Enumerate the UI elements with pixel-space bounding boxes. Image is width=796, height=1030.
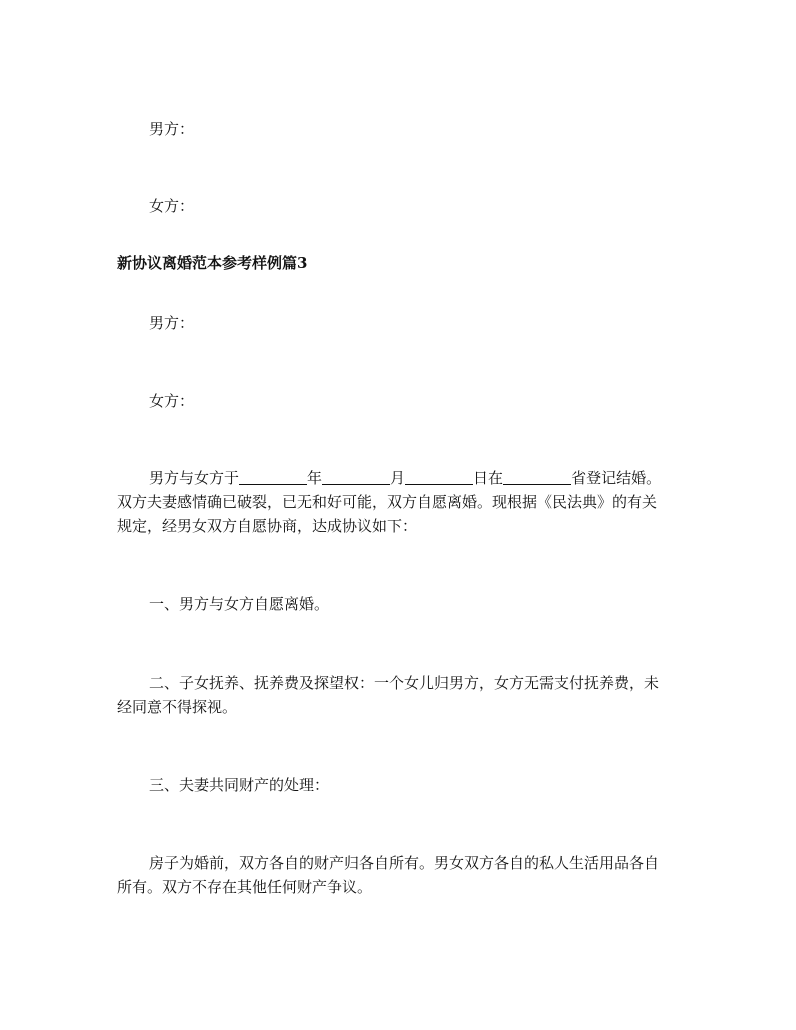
property-line-2: 所有。双方不存在其他任何财产争议。 [117, 878, 373, 896]
intro-line-3: 规定，经男女双方自愿协商，达成协议如下： [117, 517, 418, 535]
province-blank [503, 470, 571, 485]
clause-2-line-2: 经同意不得探视。 [117, 698, 238, 716]
month-label: 月 [390, 469, 406, 487]
clause-1: 一、男方与女方自愿离婚。 [149, 595, 330, 613]
clause-3: 三、夫妻共同财产的处理： [149, 776, 330, 794]
male-signature-label: 男方： [149, 120, 195, 138]
female-party-label: 女方： [149, 392, 195, 410]
section-heading: 新协议离婚范本参考样例篇3 [117, 254, 308, 272]
year-label: 年 [307, 469, 323, 487]
male-party-label: 男方： [149, 314, 195, 332]
day-blank [405, 470, 473, 485]
property-line-1: 房子为婚前，双方各自的财产归各自所有。男女双方各自的私人生活用品各自 [149, 854, 660, 872]
clause-2-line-1: 二、子女抚养、抚养费及探望权：一个女儿归男方，女方无需支付抚养费，未 [149, 674, 660, 692]
year-blank [239, 470, 307, 485]
female-signature-label: 女方： [149, 197, 195, 215]
intro-line-2: 双方夫妻感情确已破裂，已无和好可能，双方自愿离婚。现根据《民法典》的有关 [117, 493, 658, 511]
marriage-registration-line [149, 466, 719, 490]
month-blank [322, 470, 390, 485]
registration-text: 省登记结婚。 [571, 469, 662, 487]
day-label: 日在 [473, 469, 504, 487]
intro-text: 男方与女方于 [149, 469, 240, 487]
